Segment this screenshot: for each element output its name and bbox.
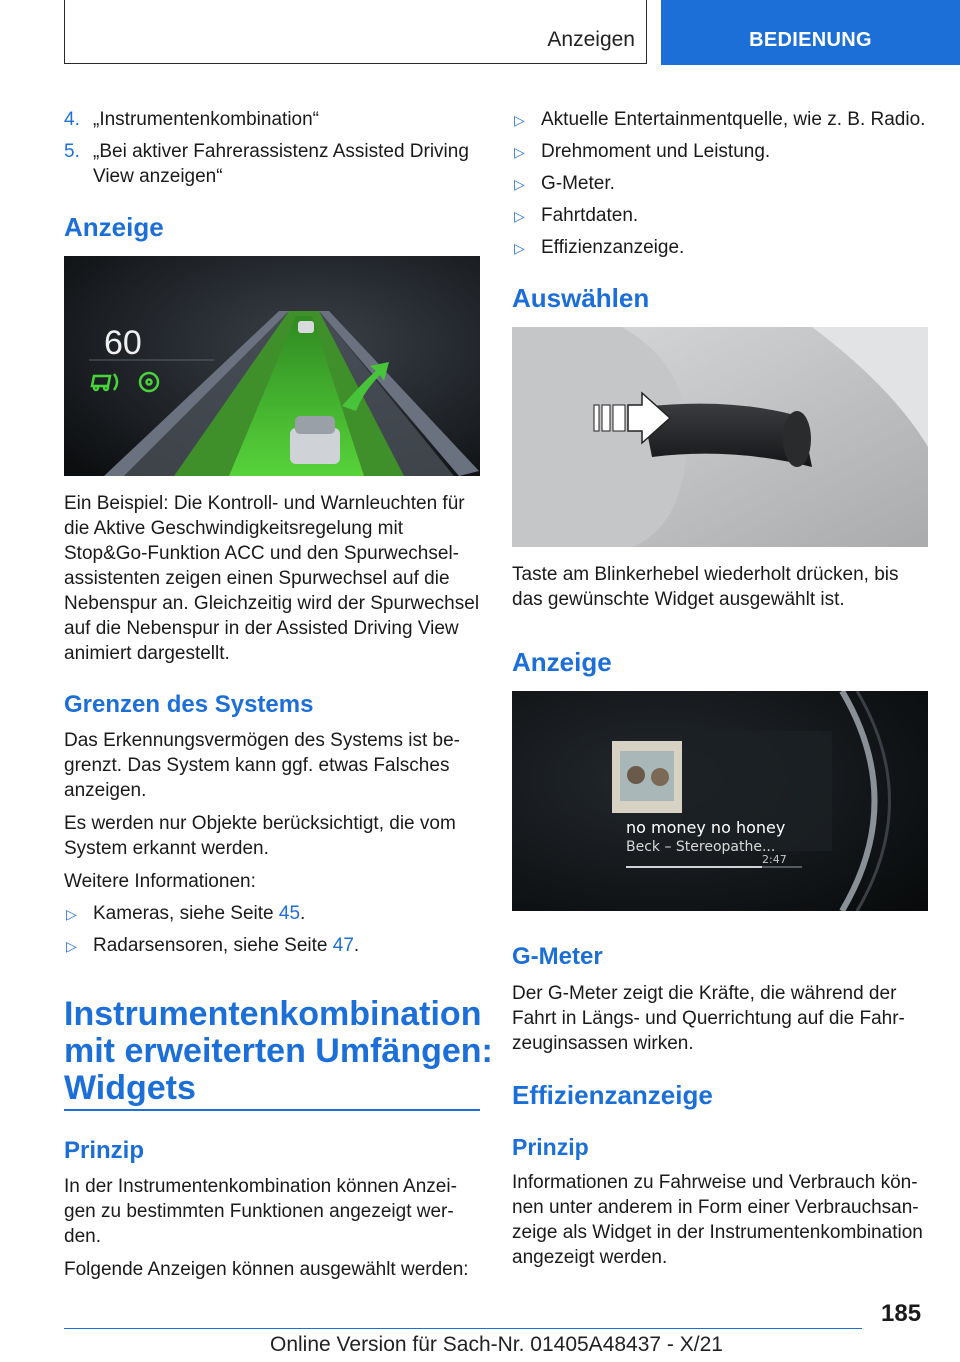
paragraph-line: Es werden nur Objekte berücksichtigt, die vom [64,813,456,834]
paragraph-line: System erkannt werden. [64,838,269,859]
widget-option: Drehmoment und Leistung. [541,141,771,162]
chapter-heading-line: Instrumentenkombination [64,995,482,1033]
paragraph-line: gen zu bestimmten Funktionen angezeigt wer- [64,1201,454,1222]
paragraph-line: den. [64,1226,101,1247]
reference-item: Kameras, siehe Seite 45. [93,903,306,924]
bullet-triangle-icon: ▷ [514,176,525,192]
chapter-heading-line: Widgets [64,1069,196,1107]
page-link[interactable]: 47 [332,935,354,956]
footer-version-text: Online Version für Sach-Nr. 01405A48437 - X/21 [270,1333,723,1356]
paragraph-line: zeuginsassen wirken. [512,1033,694,1054]
numbered-list-text: „Instrumentenkombination“ [93,109,319,130]
paragraph-line: zeige als Widget in der Instrumentenkombination [512,1222,923,1243]
caption-line: Ein Beispiel: Die Kontroll- und Warnleuchten für [64,493,465,514]
heading-auswaehlen: Auswählen [512,283,650,313]
heading-rule [64,1109,480,1111]
paragraph-line: Taste am Blinkerhebel wiederholt drücken, bis [512,564,899,585]
bullet-triangle-icon: ▷ [514,240,525,256]
heading-gmeter: G-Meter [512,943,603,970]
caption-line: assistenten zeigen einen Spurwechsel auf die [64,568,450,589]
bullet-triangle-icon: ▷ [66,906,77,922]
paragraph-line: Fahrt in Längs- und Querrichtung auf die Fahr- [512,1008,905,1029]
widget-option: Aktuelle Entertainmentquelle, wie z. B. Radio. [541,109,926,130]
paragraph-line: nen unter anderem in Form einer Verbrauchsan- [512,1197,919,1218]
media-track-title: no money no honey [626,818,786,837]
paragraph-line: anzeigen. [64,780,147,801]
numbered-list-text: „Bei aktiver Fahrerassistenz Assisted Driving [93,141,469,162]
assisted-driving-view-image [64,256,480,476]
footer-rule [64,1328,862,1329]
heading-anzeige: Anzeige [64,212,164,242]
paragraph-line: angezeigt werden. [512,1247,668,1268]
page-number: 185 [881,1300,922,1327]
turn-signal-lever-image [512,327,928,547]
bullet-triangle-icon: ▷ [514,208,525,224]
header-section-title: Anzeigen [547,28,635,51]
paragraph-line: In der Instrumentenkombination können Anzei- [64,1176,457,1197]
heading-effizienz: Effizienzanzeige [512,1080,713,1110]
header-chapter-tab[interactable]: BEDIENUNG [661,0,960,65]
numbered-list-item: 4. [64,109,80,130]
caption-line: auf die Nebenspur in der Assisted Driving View [64,618,459,639]
heading-prinzip: Prinzip [64,1137,145,1164]
caption-line: Stop&Go-Funktion ACC und den Spurwechsel- [64,543,459,564]
heading-prinzip-right: Prinzip [512,1134,589,1160]
paragraph-line: grenzt. Das System kann ggf. etwas Falsches [64,755,450,776]
media-widget-image [512,691,928,911]
page-link[interactable]: 45 [278,903,301,924]
widget-option: G-Meter. [541,173,615,194]
bullet-triangle-icon: ▷ [514,112,525,128]
paragraph-line: Weitere Informationen: [64,871,256,892]
chapter-heading-line: mit erweiterten Umfängen: [64,1032,493,1070]
bullet-triangle-icon: ▷ [66,938,77,954]
caption-line: die Aktive Geschwindigkeitsregelung mit [64,518,404,539]
numbered-list-text: View anzeigen“ [93,166,223,187]
media-artist: Beck – Stereopathe... [626,839,776,855]
bullet-triangle-icon: ▷ [514,144,525,160]
paragraph-line: Das Erkennungsvermögen des Systems ist be- [64,730,461,751]
paragraph-line: Folgende Anzeigen können ausgewählt werden: [64,1259,469,1280]
heading-anzeige-right: Anzeige [512,647,612,677]
reference-item: Radarsensoren, siehe Seite 47. [93,935,360,956]
paragraph-line: das gewünschte Widget ausgewählt ist. [512,589,845,610]
media-time: 2:47 [762,853,787,866]
paragraph-line: Informationen zu Fahrweise und Verbrauch kön- [512,1172,918,1193]
paragraph-line: Der G-Meter zeigt die Kräfte, die während der [512,983,897,1004]
caption-line: Nebenspur an. Gleichzeitig wird der Spurwechsel [64,593,480,614]
numbered-list-item: 5. [64,141,80,162]
caption-line: animiert dargestellt. [64,643,230,664]
heading-grenzen: Grenzen des Systems [64,691,314,718]
widget-option: Effizienzanzeige. [541,237,685,258]
adas-speed-readout: 60 [104,324,142,362]
widget-option: Fahrtdaten. [541,205,639,226]
